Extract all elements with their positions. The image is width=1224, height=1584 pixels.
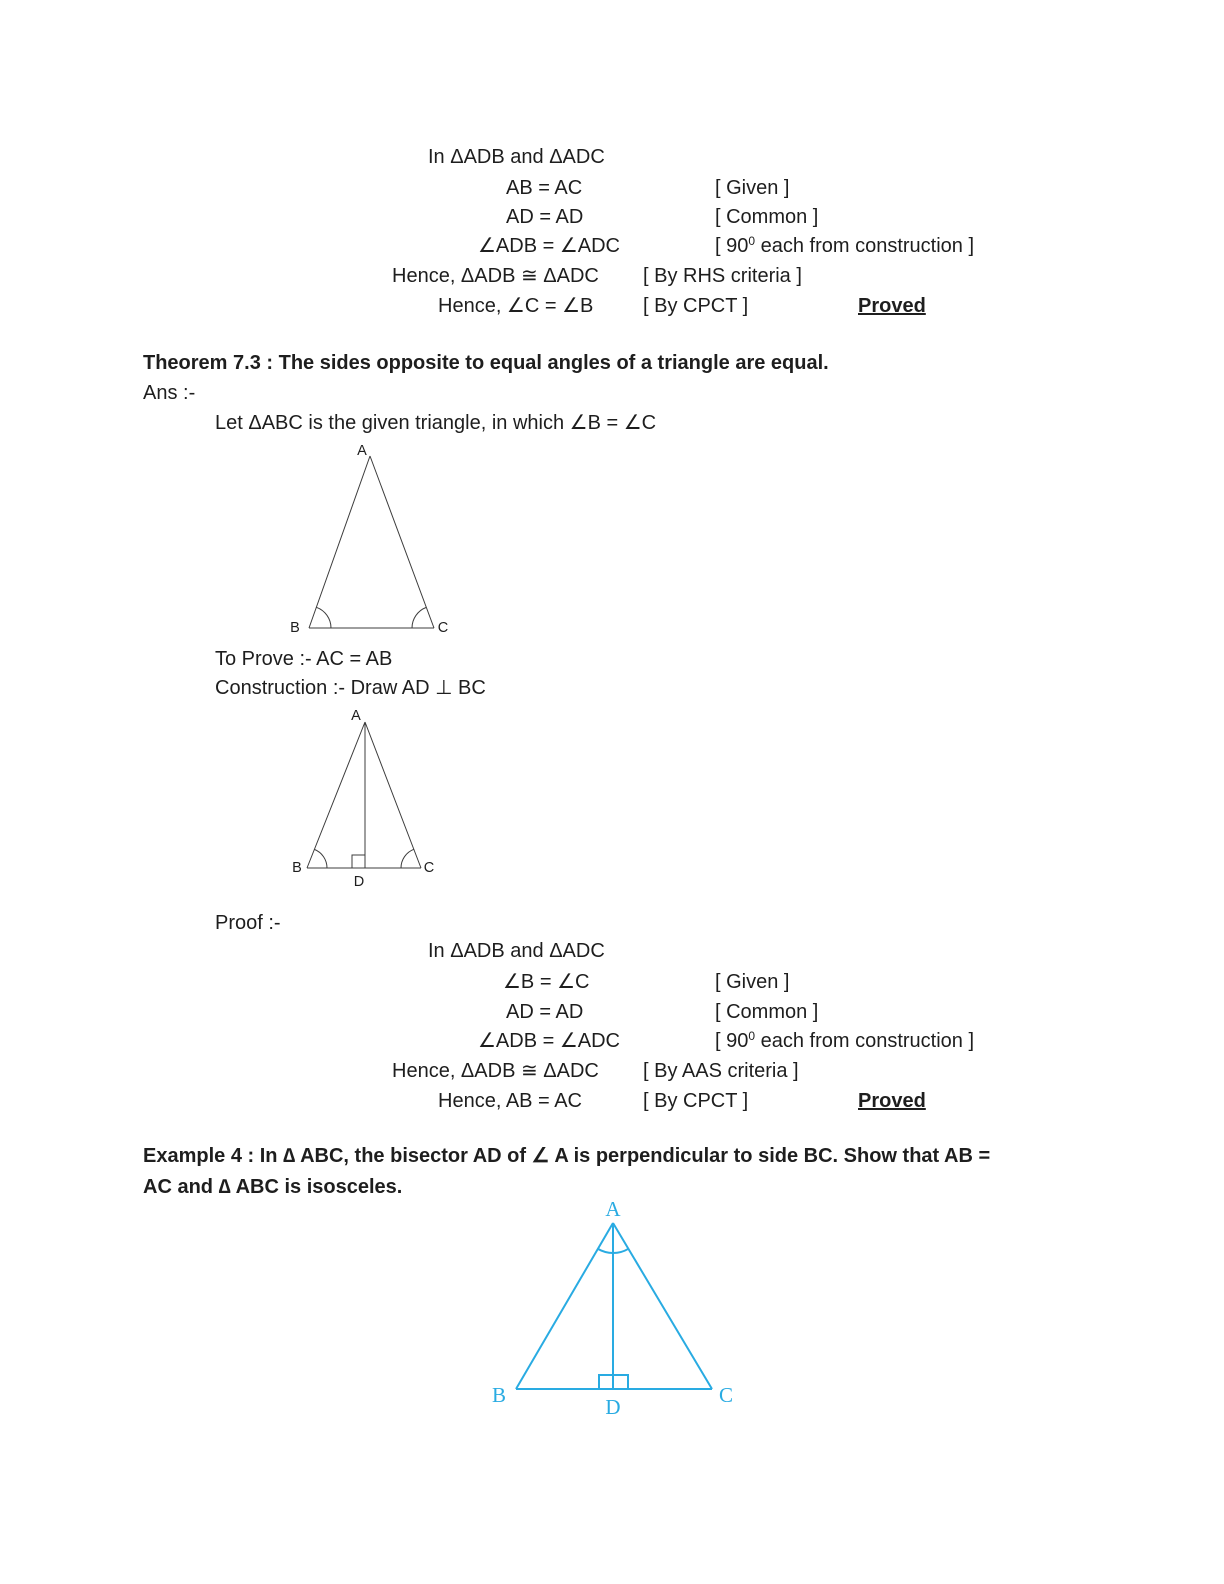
proof1-reason-4: [ By RHS criteria ] [643, 265, 802, 287]
triangle-abc-figure [278, 440, 462, 645]
ans-label: Ans :- [143, 382, 196, 404]
example-heading-line2: AC and ∆ ABC is isosceles. [143, 1176, 403, 1198]
proof2-reason-5: [ By CPCT ] [643, 1090, 749, 1112]
vertex-label-a: A [357, 443, 367, 459]
proof1-statement-3: ∠ADB = ∠ADC [478, 235, 621, 257]
triangle-abd-adc-figure [278, 700, 458, 895]
vertex-label-b: B [491, 1383, 507, 1407]
angle-arc-c [401, 849, 414, 868]
vertex-label-a: A [351, 708, 361, 724]
proof1-intro: In ΔADB and ΔADC [428, 146, 605, 168]
proof1-statement-4: Hence, ΔADB ≅ ΔADC [392, 265, 599, 287]
foot-label-d: D [353, 874, 365, 890]
vertex-label-a: A [605, 1197, 621, 1221]
proof2-statement-3: ∠ADB = ∠ADC [478, 1030, 621, 1052]
let-line: Let ΔABC is the given triangle, in which ∠B = ∠C [215, 412, 657, 434]
degree-superscript: 0 [748, 1029, 756, 1043]
proof2-statement-4: Hence, ΔADB ≅ ΔADC [392, 1060, 599, 1082]
angle-arc-b [316, 607, 331, 628]
proof2-reason-1: [ Given ] [715, 971, 790, 993]
proof1-statement-2: AD = AD [506, 206, 584, 228]
proof2-reason-3 [715, 1030, 974, 1055]
vertex-label-b: B [292, 860, 302, 876]
proved-label-1: Proved [858, 295, 926, 317]
triangle-sides [309, 456, 434, 628]
proof2-intro: In ΔADB and ΔADC [428, 940, 605, 962]
construction-line: Construction :- Draw AD ⊥ BC [215, 677, 486, 699]
right-angle-mark [352, 855, 365, 868]
to-prove-line: To Prove :- AC = AB [215, 648, 393, 670]
reason-pre: [ 90 [715, 1030, 749, 1052]
vertex-label-c: C [437, 620, 449, 636]
proved-label-2: Proved [858, 1090, 926, 1112]
proof1-reason-2: [ Common ] [715, 206, 819, 228]
proof-label: Proof :- [215, 912, 281, 934]
proof2-reason-2: [ Common ] [715, 1001, 819, 1023]
angle-arc-b [314, 849, 327, 868]
proof1-reason-1: [ Given ] [715, 177, 790, 199]
theorem-heading: Theorem 7.3 : The sides opposite to equal angles of a triangle are equal. [143, 352, 829, 374]
example-triangle-figure [466, 1196, 770, 1431]
proof1-statement-1: AB = AC [506, 177, 583, 199]
proof1-statement-5: Hence, ∠C = ∠B [438, 295, 594, 317]
reason-post: each from construction ] [755, 235, 975, 257]
angle-arc-c [412, 607, 426, 628]
vertex-label-c: C [718, 1383, 734, 1407]
proof2-statement-5: Hence, AB = AC [438, 1090, 582, 1112]
proof1-reason-5: [ By CPCT ] [643, 295, 749, 317]
example-heading-line1: Example 4 : In ∆ ABC, the bisector AD of ∠ A is perpendicular to side BC. Show that AB = [143, 1145, 991, 1167]
vertex-label-b: B [290, 620, 300, 636]
foot-label-d: D [605, 1395, 621, 1419]
proof2-statement-2: AD = AD [506, 1001, 584, 1023]
reason-pre: [ 90 [715, 235, 749, 257]
reason-post: each from construction ] [755, 1030, 975, 1052]
degree-superscript: 0 [748, 234, 756, 248]
triangle-sides [307, 722, 421, 868]
proof2-reason-4: [ By AAS criteria ] [643, 1060, 799, 1082]
vertex-label-c: C [423, 860, 435, 876]
proof2-statement-1: ∠B = ∠C [503, 971, 590, 993]
proof1-reason-3 [715, 235, 974, 260]
